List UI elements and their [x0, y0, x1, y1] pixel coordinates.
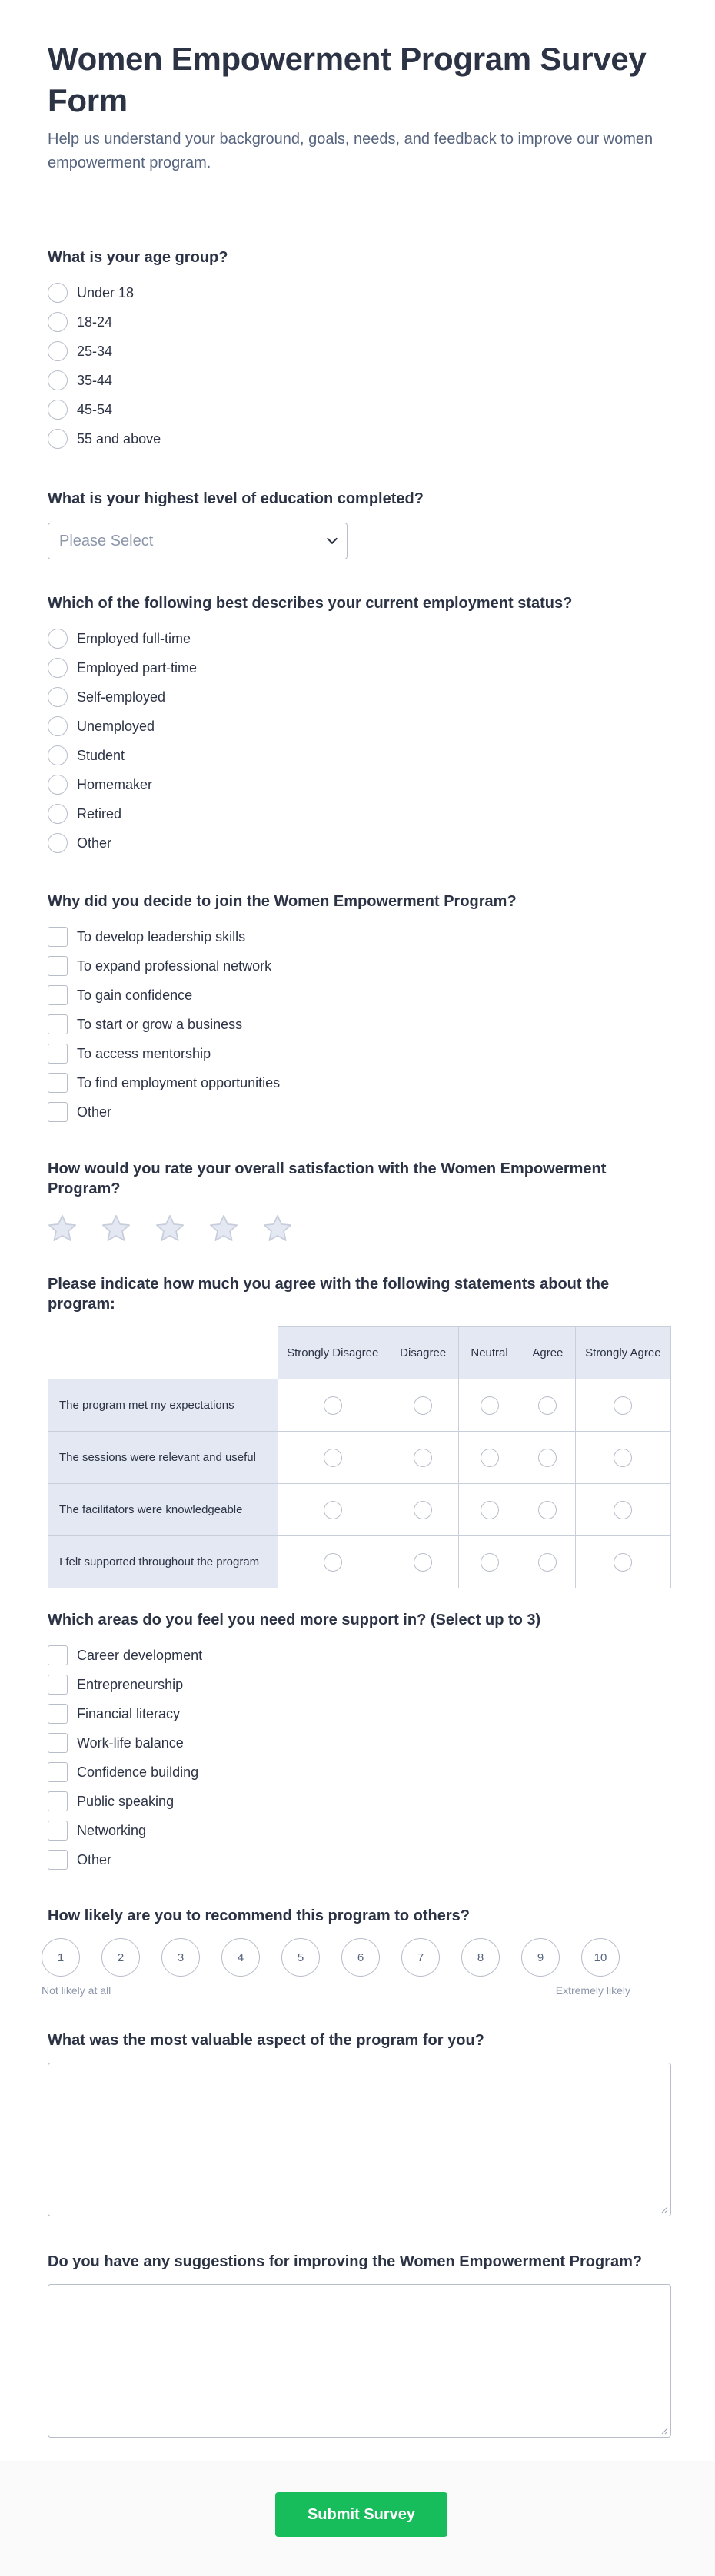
matrix-cell	[387, 1536, 459, 1588]
matrix-row-label: The program met my expectations	[48, 1379, 278, 1432]
reason-option[interactable]	[48, 922, 667, 951]
support-options	[48, 1641, 667, 1874]
education-question	[0, 489, 715, 559]
age-question	[0, 247, 715, 453]
age-option-label: 45-54	[77, 401, 113, 417]
matrix-radio[interactable]	[481, 1553, 499, 1572]
support-option-label: Entrepreneurship	[77, 1676, 184, 1692]
age-option-label: Under 18	[77, 284, 135, 300]
scale-low-label: Not likely at all	[42, 1984, 111, 1997]
matrix-cell	[459, 1536, 520, 1588]
valuable-textarea[interactable]	[48, 2063, 671, 2216]
scale-option[interactable]: 8	[461, 1938, 500, 1977]
age-option-label: 55 and above	[77, 430, 161, 446]
support-option[interactable]	[48, 1787, 667, 1816]
scale-labels	[42, 1984, 630, 1997]
scale-option[interactable]: 1	[42, 1938, 80, 1977]
matrix-radio[interactable]	[538, 1396, 557, 1415]
reason-option-label: To gain confidence	[77, 987, 193, 1003]
reason-option[interactable]	[48, 1010, 667, 1039]
age-question-label: What is your age group?	[48, 249, 228, 266]
support-option[interactable]	[48, 1641, 667, 1670]
matrix-row-label: The facilitators were knowledgeable	[48, 1484, 278, 1536]
education-select[interactable]	[48, 523, 348, 559]
matrix-radio[interactable]	[324, 1501, 342, 1519]
matrix-radio[interactable]	[538, 1449, 557, 1467]
matrix-cell	[575, 1484, 670, 1536]
matrix-body	[48, 1379, 671, 1588]
age-options	[48, 278, 667, 453]
matrix-radio[interactable]	[614, 1501, 632, 1519]
education-select-placeholder: Please Select	[59, 532, 154, 549]
matrix-row-label: The sessions were relevant and useful	[48, 1432, 278, 1484]
employment-radio[interactable]	[48, 775, 68, 795]
employment-radio[interactable]	[48, 716, 68, 736]
matrix-cell	[520, 1484, 576, 1536]
matrix-cell	[278, 1536, 387, 1588]
resize-grip-icon[interactable]	[660, 2427, 668, 2435]
agreement-matrix	[48, 1326, 671, 1588]
support-option-label: Career development	[77, 1647, 203, 1663]
employment-option[interactable]	[48, 799, 667, 828]
employment-radio[interactable]	[48, 658, 68, 678]
employment-option-label: Other	[77, 835, 112, 851]
age-option[interactable]	[48, 395, 667, 424]
form-subtitle: Help us understand your background, goals, needs, and feedback to improve our women empowerment program.	[48, 131, 653, 171]
matrix-radio[interactable]	[414, 1501, 432, 1519]
matrix-cell	[278, 1379, 387, 1432]
employment-option[interactable]	[48, 828, 667, 858]
employment-radio[interactable]	[48, 745, 68, 765]
matrix-cell	[387, 1432, 459, 1484]
reason-checkbox[interactable]	[48, 1073, 68, 1093]
matrix-cell	[387, 1484, 459, 1536]
reason-option[interactable]	[48, 981, 667, 1010]
support-option-label: Other	[77, 1851, 112, 1867]
star-icon[interactable]	[154, 1213, 186, 1245]
support-option[interactable]	[48, 1699, 667, 1728]
matrix-cell	[575, 1432, 670, 1484]
employment-option-label: Retired	[77, 805, 122, 822]
scale-option[interactable]: 9	[521, 1938, 560, 1977]
support-checkbox[interactable]	[48, 1675, 68, 1695]
matrix-radio[interactable]	[538, 1553, 557, 1572]
form-title: Women Empowerment Program Survey Form	[48, 41, 647, 118]
star-rating	[46, 1213, 667, 1245]
form-header	[0, 0, 715, 214]
support-option-label: Confidence building	[77, 1764, 199, 1780]
employment-option[interactable]	[48, 682, 667, 712]
star-icon[interactable]	[100, 1213, 132, 1245]
recommend-question-label: How likely are you to recommend this program to others?	[48, 1907, 470, 1924]
age-option[interactable]	[48, 278, 667, 307]
support-checkbox[interactable]	[48, 1762, 68, 1782]
age-radio[interactable]	[48, 400, 68, 420]
valuable-question-label: What was the most valuable aspect of the program for you?	[48, 2032, 484, 2049]
age-radio[interactable]	[48, 429, 68, 449]
reasons-question-label: Why did you decide to join the Women Empowerment Program?	[48, 893, 517, 910]
support-option[interactable]	[48, 1845, 667, 1874]
recommend-scale	[42, 1938, 667, 1977]
employment-option-label: Student	[77, 747, 125, 763]
recommend-question	[0, 1906, 715, 1997]
support-checkbox[interactable]	[48, 1791, 68, 1811]
education-question-label: What is your highest level of education completed?	[48, 490, 424, 507]
suggestions-question	[0, 2252, 715, 2438]
star-icon[interactable]	[261, 1213, 294, 1245]
age-radio[interactable]	[48, 312, 68, 332]
matrix-corner	[48, 1327, 278, 1379]
reason-checkbox[interactable]	[48, 927, 68, 947]
star-icon[interactable]	[208, 1213, 240, 1245]
scale-option[interactable]: 7	[401, 1938, 440, 1977]
matrix-radio[interactable]	[481, 1449, 499, 1467]
reasons-options	[48, 922, 667, 1127]
employment-question	[0, 593, 715, 858]
matrix-cell	[575, 1536, 670, 1588]
age-radio[interactable]	[48, 283, 68, 303]
reason-option-label: To start or grow a business	[77, 1016, 243, 1032]
matrix-column-header: Agree	[520, 1327, 576, 1379]
matrix-cell	[575, 1379, 670, 1432]
support-checkbox[interactable]	[48, 1704, 68, 1724]
age-radio[interactable]	[48, 341, 68, 361]
matrix-row	[48, 1536, 671, 1588]
matrix-radio[interactable]	[614, 1396, 632, 1415]
matrix-radio[interactable]	[614, 1449, 632, 1467]
support-checkbox[interactable]	[48, 1645, 68, 1665]
reason-option[interactable]	[48, 1097, 667, 1127]
reason-option[interactable]	[48, 1039, 667, 1068]
employment-radio[interactable]	[48, 804, 68, 824]
employment-option-label: Employed part-time	[77, 659, 198, 676]
scale-option[interactable]: 2	[101, 1938, 140, 1977]
submit-button[interactable]: Submit Survey	[275, 2492, 447, 2537]
satisfaction-question-label: How would you rate your overall satisfaction with the Women Empowerment Program?	[48, 1160, 607, 1197]
matrix-radio[interactable]	[614, 1553, 632, 1572]
age-option-label: 18-24	[77, 314, 113, 330]
matrix-cell	[459, 1379, 520, 1432]
reason-checkbox[interactable]	[48, 1102, 68, 1122]
matrix-radio[interactable]	[414, 1396, 432, 1415]
support-option-label: Networking	[77, 1822, 147, 1838]
matrix-question-label: Please indicate how much you agree with the following statements about the program:	[48, 1276, 610, 1313]
support-option[interactable]	[48, 1728, 667, 1758]
scale-option[interactable]: 3	[161, 1938, 200, 1977]
reason-option-label: Other	[77, 1104, 112, 1120]
support-checkbox[interactable]	[48, 1821, 68, 1841]
age-option[interactable]	[48, 307, 667, 337]
age-radio[interactable]	[48, 370, 68, 390]
support-option[interactable]	[48, 1758, 667, 1787]
matrix-column-header: Disagree	[387, 1327, 459, 1379]
reason-option[interactable]	[48, 951, 667, 981]
matrix-row	[48, 1432, 671, 1484]
age-option-label: 25-34	[77, 343, 113, 359]
support-question-label: Which areas do you feel you need more support in? (Select up to 3)	[48, 1612, 541, 1628]
employment-option[interactable]	[48, 624, 667, 653]
matrix-cell	[520, 1536, 576, 1588]
scale-high-label: Extremely likely	[555, 1984, 630, 1997]
employment-radio[interactable]	[48, 629, 68, 649]
chevron-down-icon	[327, 533, 338, 544]
matrix-radio[interactable]	[324, 1449, 342, 1467]
matrix-column-header: Strongly Agree	[575, 1327, 670, 1379]
employment-option-label: Unemployed	[77, 718, 155, 734]
scale-option[interactable]: 10	[581, 1938, 620, 1977]
age-option[interactable]	[48, 366, 667, 395]
suggestions-textarea[interactable]	[48, 2284, 671, 2438]
employment-option[interactable]	[48, 712, 667, 741]
matrix-column-header: Strongly Disagree	[278, 1327, 387, 1379]
matrix-header-row	[48, 1327, 671, 1379]
reasons-question	[0, 891, 715, 1127]
valuable-question	[0, 2030, 715, 2216]
scale-option[interactable]: 6	[341, 1938, 380, 1977]
reason-option-label: To expand professional network	[77, 958, 272, 974]
matrix-cell	[520, 1432, 576, 1484]
support-option[interactable]	[48, 1670, 667, 1699]
employment-radio[interactable]	[48, 687, 68, 707]
matrix-radio[interactable]	[481, 1501, 499, 1519]
reason-checkbox[interactable]	[48, 956, 68, 976]
employment-option-label: Employed full-time	[77, 630, 191, 646]
resize-grip-icon[interactable]	[660, 2206, 668, 2213]
support-checkbox[interactable]	[48, 1850, 68, 1870]
employment-option[interactable]	[48, 770, 667, 799]
employment-option-label: Homemaker	[77, 776, 153, 792]
matrix-radio[interactable]	[538, 1501, 557, 1519]
reason-option-label: To develop leadership skills	[77, 928, 246, 944]
age-option[interactable]	[48, 424, 667, 453]
matrix-column-header: Neutral	[459, 1327, 520, 1379]
reason-checkbox[interactable]	[48, 985, 68, 1005]
employment-options	[48, 624, 667, 858]
matrix-row-label: I felt supported throughout the program	[48, 1536, 278, 1588]
matrix-radio[interactable]	[324, 1396, 342, 1415]
scale-option[interactable]: 5	[281, 1938, 320, 1977]
matrix-radio[interactable]	[324, 1553, 342, 1572]
matrix-row	[48, 1379, 671, 1432]
matrix-cell	[278, 1484, 387, 1536]
scale-option[interactable]: 4	[221, 1938, 260, 1977]
matrix-cell	[278, 1432, 387, 1484]
employment-radio[interactable]	[48, 833, 68, 853]
age-option-label: 35-44	[77, 372, 113, 388]
reason-checkbox[interactable]	[48, 1044, 68, 1064]
reason-option-label: To access mentorship	[77, 1045, 211, 1061]
matrix-cell	[459, 1484, 520, 1536]
reason-checkbox[interactable]	[48, 1014, 68, 1034]
support-option-label: Financial literacy	[77, 1705, 181, 1721]
employment-option[interactable]	[48, 741, 667, 770]
matrix-radio[interactable]	[414, 1553, 432, 1572]
support-option-label: Public speaking	[77, 1793, 175, 1809]
satisfaction-question	[0, 1159, 715, 1245]
support-option[interactable]	[48, 1816, 667, 1845]
support-checkbox[interactable]	[48, 1733, 68, 1753]
matrix-cell	[520, 1379, 576, 1432]
star-icon[interactable]	[46, 1213, 78, 1245]
matrix-cell	[387, 1379, 459, 1432]
support-option-label: Work-life balance	[77, 1734, 184, 1751]
support-question	[0, 1610, 715, 1874]
employment-option[interactable]	[48, 653, 667, 682]
matrix-radio[interactable]	[414, 1449, 432, 1467]
matrix-cell	[459, 1432, 520, 1484]
employment-question-label: Which of the following best describes your current employment status?	[48, 595, 573, 612]
form-footer	[0, 2461, 715, 2576]
suggestions-question-label: Do you have any suggestions for improving the Women Empowerment Program?	[48, 2253, 643, 2270]
reason-option[interactable]	[48, 1068, 667, 1097]
matrix-radio[interactable]	[481, 1396, 499, 1415]
matrix-question	[0, 1274, 715, 1588]
matrix-row	[48, 1484, 671, 1536]
employment-option-label: Self-employed	[77, 689, 166, 705]
age-option[interactable]	[48, 337, 667, 366]
reason-option-label: To find employment opportunities	[77, 1074, 281, 1090]
